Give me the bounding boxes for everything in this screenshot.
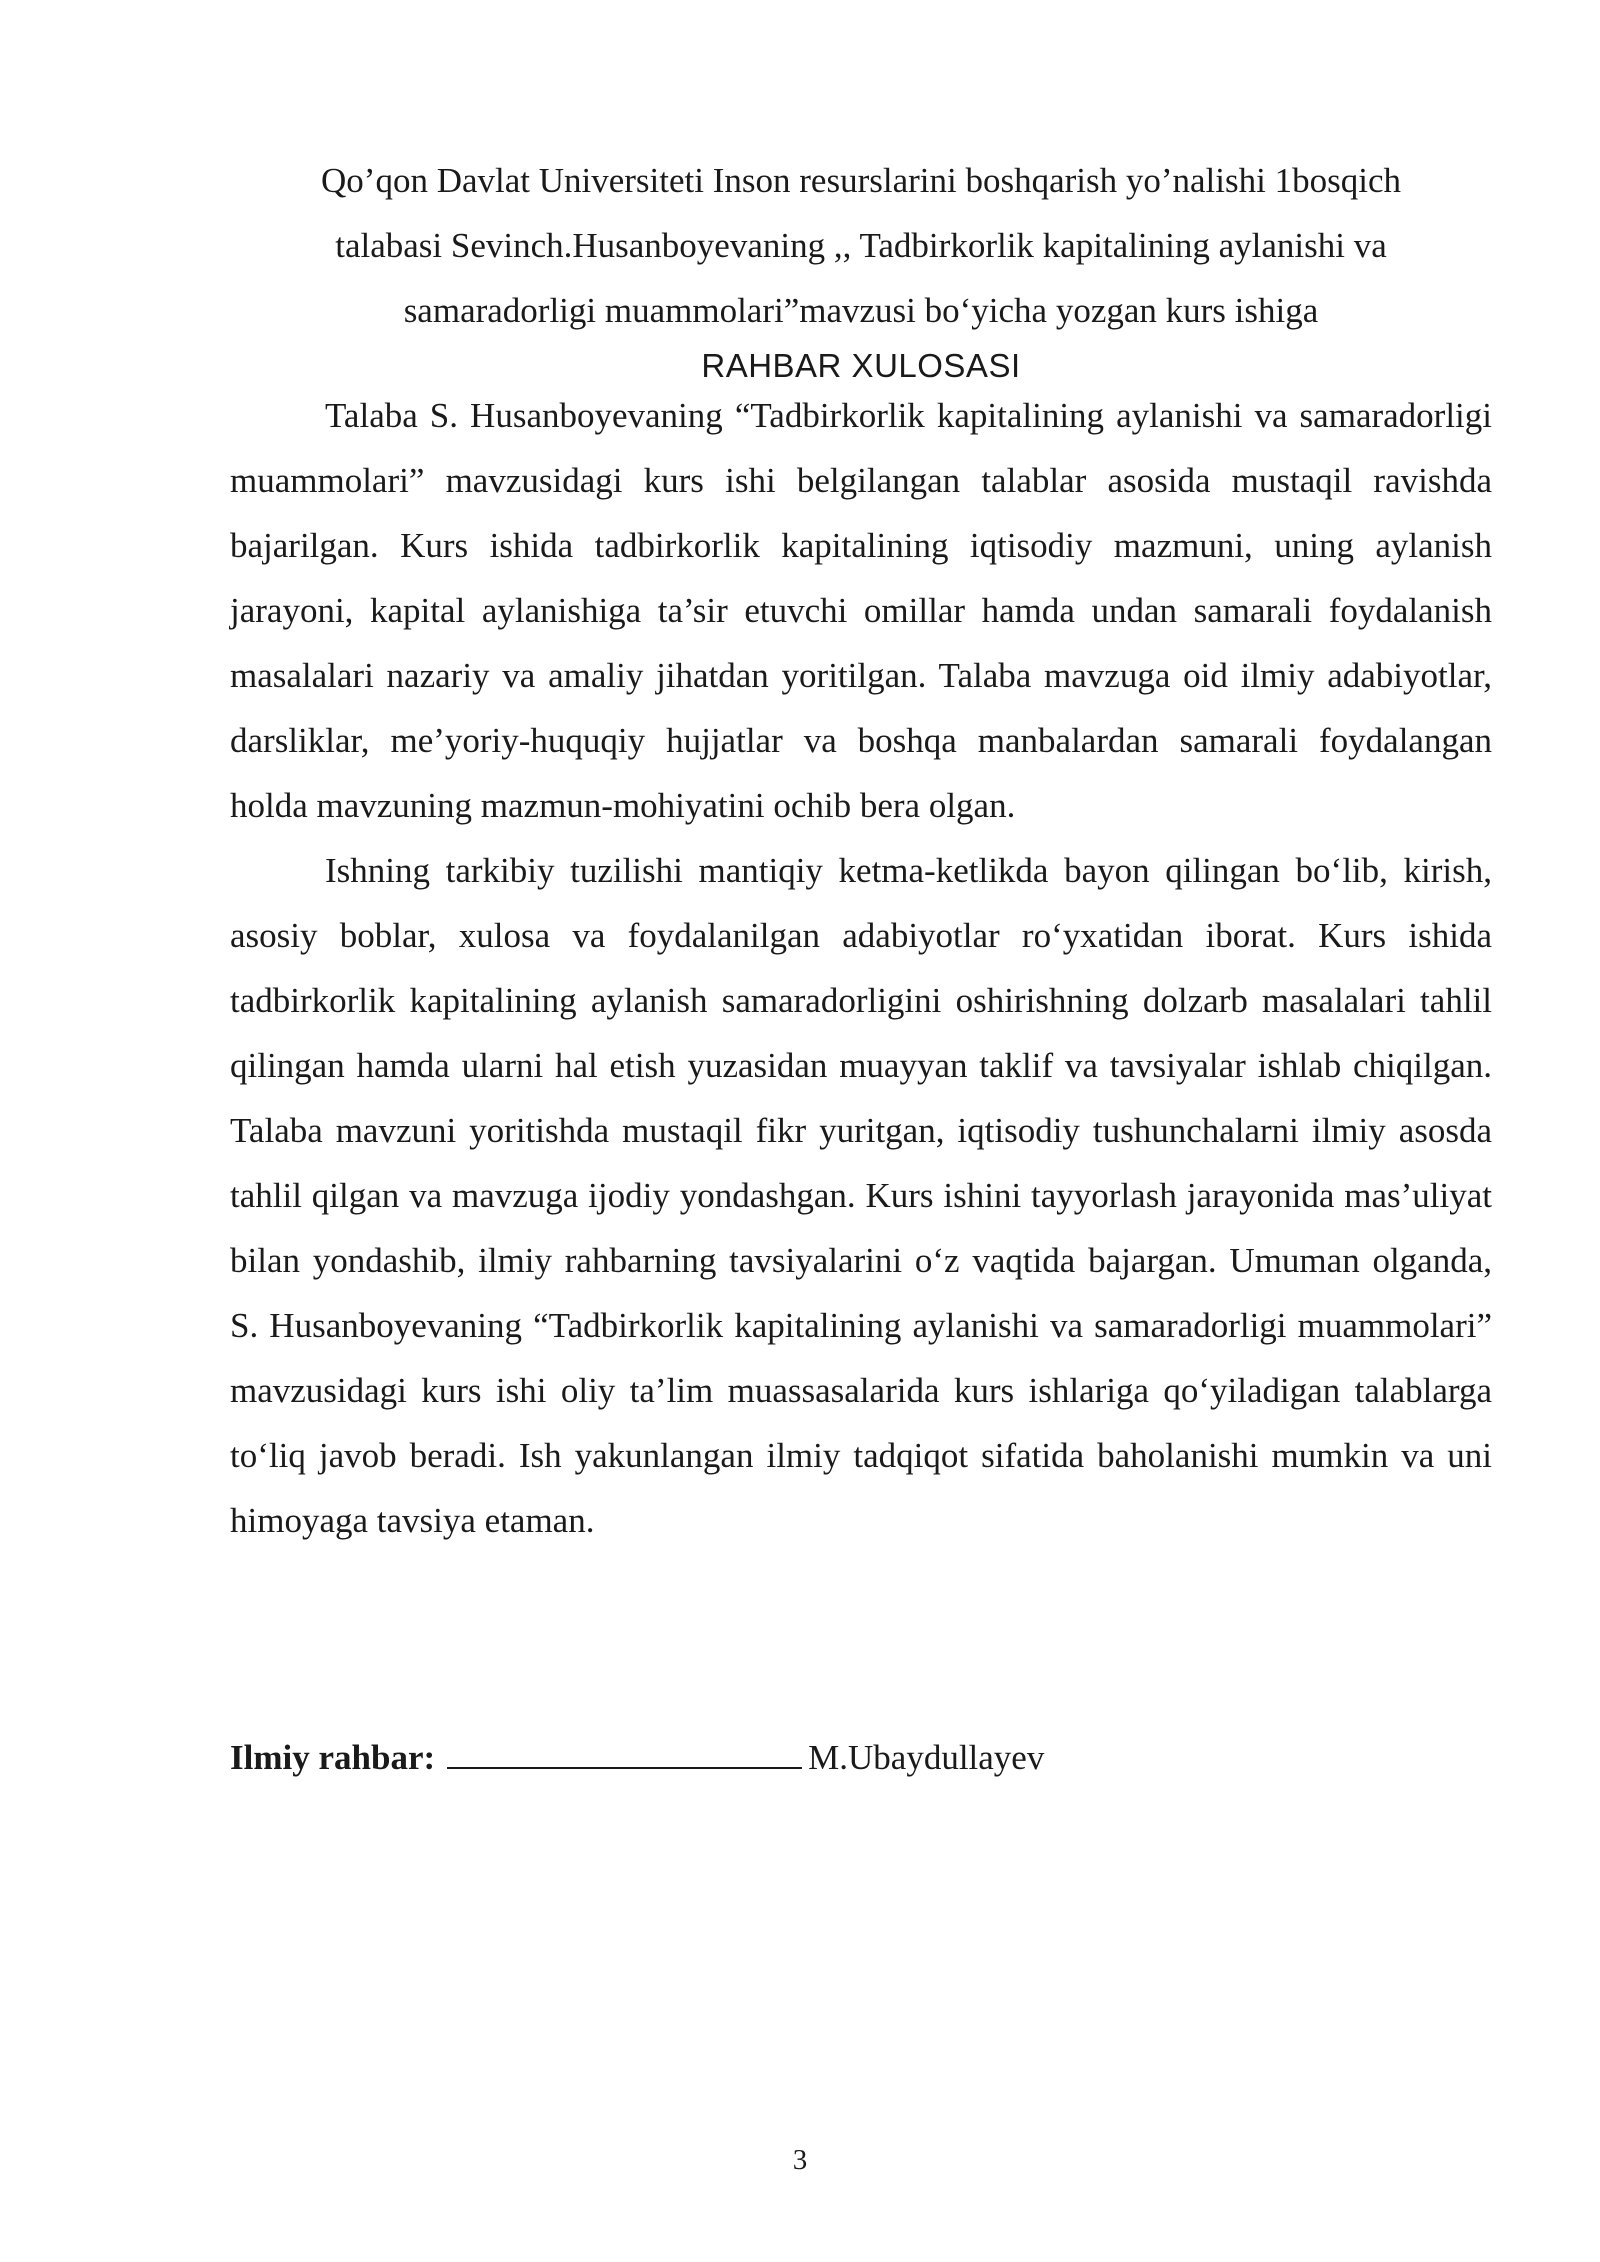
signature-line (447, 1731, 802, 1769)
signature-label: Ilmiy rahbar: (230, 1738, 436, 1777)
signature-block (230, 1725, 1044, 1790)
header-line-2: talabasi Sevinch.Husanboyevaning ,, Tadbirkorlik kapitalining aylanishi va (335, 226, 1387, 265)
body-paragraph-1: Talaba S. Husanboyevaning “Tadbirkorlik kapitalining aylanishi va samaradorligi muammolari” mavzusidagi kurs ishi belgilangan talablar asosida mustaqil ravishda bajarilgan. Kurs ishida tadbirkorlik kapitalining iqtisodiy mazmuni, uning aylanish jarayoni, kapital aylanishiga ta’sir etuvchi omillar hamda undan samarali foydalanish masalalari nazariy va amaliy jihatdan yoritilgan. Talaba mavzuga oid ilmiy adabiyotlar, darsliklar, me’yoriy-huquqiy hujjatlar va boshqa manbalardan samarali foydalangan holda mavzuning mazmun-mohiyatini ochib bera olgan. (230, 396, 1492, 825)
header-line-1: Qo’qon Davlat Universiteti Inson resurslarini boshqarish yo’nalishi 1bosqich (321, 161, 1401, 200)
document-body (230, 383, 1492, 1553)
page-number: 3 (792, 2144, 808, 2176)
document-header (230, 148, 1492, 343)
body-paragraph-2: Ishning tarkibiy tuzilishi mantiqiy ketma-ketlikda bayon qilingan bo‘lib, kirish, asosiy boblar, xulosa va foydalanilgan adabiyotlar ro‘yxatidan iborat. Kurs ishida tadbirkorlik kapitalining aylanish samaradorligini oshirishning dolzarb masalalari tahlil qilingan hamda ularni hal etish yuzasidan muayyan taklif va tavsiyalar ishlab chiqilgan. Talaba mavzuni yoritishda mustaqil fikr yuritgan, iqtisodiy tushunchalarni ilmiy asosda tahlil qilgan va mavzuga ijodiy yondashgan. Kurs ishini tayyorlash jarayonida mas’uliyat bilan yondashib, ilmiy rahbarning tavsiyalarini o‘z vaqtida bajargan. Umuman olganda, S. Husanboyevaning “Tadbirkorlik kapitalining aylanishi va samaradorligi muammolari” mavzusidagi kurs ishi oliy ta’lim muassasalarida kurs ishlariga qo‘yiladigan talablarga to‘liq javob beradi. Ish yakunlangan ilmiy tadqiqot sifatida baholanishi mumkin va uni himoyaga tavsiya etaman. (230, 851, 1492, 1540)
header-line-3: samaradorligi muammolari”mavzusi bo‘yicha yozgan kurs ishiga (403, 291, 1319, 330)
signature-name: M.Ubaydullayev (808, 1738, 1045, 1777)
document-title: RAHBAR XULOSASI (701, 347, 1021, 384)
